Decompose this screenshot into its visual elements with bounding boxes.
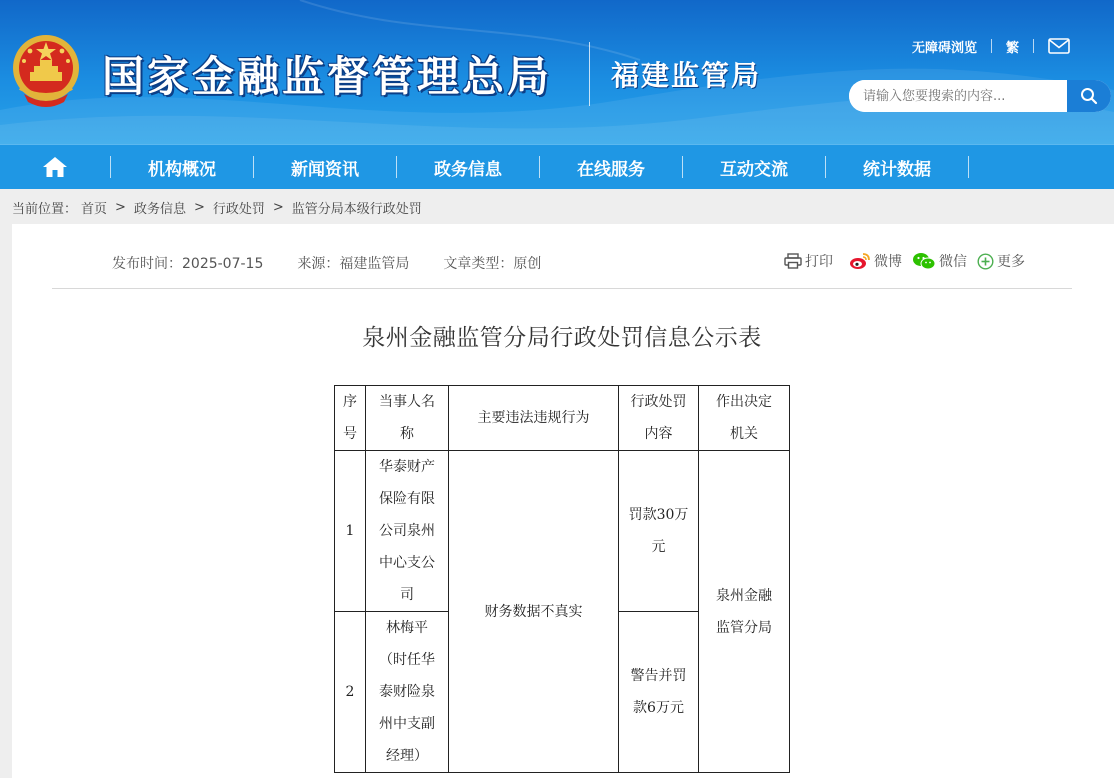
row-penalty <box>619 612 699 773</box>
wechat-icon <box>912 252 936 270</box>
nav-item-news[interactable]: 新闻资讯 <box>291 159 359 180</box>
toplink-divider <box>991 39 992 53</box>
source-value: 福建监管局 <box>339 256 410 272</box>
weibo-share-button[interactable] <box>849 251 902 271</box>
article-content <box>12 224 1114 778</box>
row-party <box>366 612 449 773</box>
header-violation: 主要违法违规行为 <box>449 386 619 451</box>
nav-item-institution[interactable]: 机构概况 <box>148 159 216 180</box>
toplink-divider <box>1033 39 1034 53</box>
source <box>297 253 409 273</box>
table-header-row <box>335 386 790 451</box>
type-label: 文章类型： <box>443 256 514 272</box>
breadcrumb-prefix: 当前位置： <box>12 201 78 217</box>
more-share-button[interactable] <box>977 251 1025 271</box>
row-penalty <box>619 451 699 612</box>
nav-item-interaction[interactable]: 互动交流 <box>720 159 788 180</box>
header-party-line: 称 <box>400 426 414 442</box>
header-no-line: 号 <box>343 426 357 442</box>
source-label: 来源： <box>297 256 340 272</box>
search-icon <box>1080 87 1098 105</box>
top-links <box>912 36 1070 56</box>
penalty-line: 警告并罚 <box>630 668 687 684</box>
print-label: 打印 <box>805 254 833 270</box>
breadcrumb <box>0 189 1114 225</box>
penalty-table <box>334 385 790 773</box>
plus-circle-icon <box>977 253 994 270</box>
article-type <box>443 253 541 273</box>
row-party <box>366 451 449 612</box>
party-line: 公司泉州 <box>379 523 435 539</box>
header-banner <box>0 0 1114 144</box>
accessibility-link[interactable]: 无障碍浏览 <box>912 40 978 56</box>
header-no <box>335 386 366 451</box>
header-authority <box>699 386 790 451</box>
row-no: 2 <box>335 612 366 773</box>
wechat-label: 微信 <box>939 254 967 270</box>
nav-item-statistics[interactable]: 统计数据 <box>863 159 931 180</box>
header-penalty-line: 内容 <box>644 426 673 442</box>
header-authority-line: 机关 <box>730 426 758 442</box>
row-no: 1 <box>335 451 366 612</box>
header-party-line: 当事人名 <box>379 394 435 410</box>
party-line: （时任华 <box>379 652 435 668</box>
row-violation: 财务数据不真实 <box>449 451 619 773</box>
header-penalty <box>619 386 699 451</box>
breadcrumb-penalty[interactable]: 行政处罚 <box>212 201 265 217</box>
branch-title: 福建监管局 <box>611 59 762 92</box>
traditional-chinese-link[interactable]: 繁 <box>1006 40 1020 56</box>
title-divider <box>589 42 590 106</box>
penalty-line: 款6万元 <box>633 700 684 716</box>
party-line: 司 <box>400 587 414 603</box>
mail-icon[interactable] <box>1048 38 1070 54</box>
party-line: 泰财险泉 <box>379 684 435 700</box>
nav-divider <box>968 156 969 178</box>
more-label: 更多 <box>997 254 1025 270</box>
article-meta <box>112 253 541 273</box>
party-line: 州中支副 <box>379 716 435 732</box>
publish-time <box>112 253 263 273</box>
penalty-line: 元 <box>651 539 666 555</box>
weibo-label: 微博 <box>874 254 902 270</box>
party-line: 林梅平 <box>386 620 428 636</box>
main-nav <box>0 144 1114 189</box>
header-authority-line: 作出决定 <box>716 394 772 410</box>
wechat-share-button[interactable] <box>912 251 967 271</box>
search-input[interactable] <box>849 80 1067 112</box>
breadcrumb-separator: > <box>193 199 205 215</box>
weibo-icon <box>849 252 871 270</box>
publish-label: 发布时间： <box>112 256 182 272</box>
row-authority <box>699 451 790 773</box>
header-party <box>366 386 449 451</box>
publish-date: 2025-07-15 <box>182 256 264 272</box>
nav-home[interactable] <box>0 145 110 189</box>
party-line: 保险有限 <box>379 491 435 507</box>
home-icon <box>42 155 68 179</box>
breadcrumb-current[interactable]: 监管分局本级行政处罚 <box>291 201 422 217</box>
search-button[interactable] <box>1067 80 1111 112</box>
breadcrumb-separator: > <box>115 199 126 215</box>
authority-line: 监管分局 <box>716 619 772 636</box>
type-value: 原创 <box>513 256 542 272</box>
party-line: 经理） <box>386 748 428 764</box>
breadcrumb-government-info[interactable]: 政务信息 <box>133 201 186 217</box>
party-line: 中心支公 <box>379 555 435 571</box>
breadcrumb-separator: > <box>272 199 284 215</box>
article-title: 泉州金融监管分局行政处罚信息公示表 <box>362 325 762 351</box>
national-emblem-icon[interactable] <box>10 32 82 108</box>
meta-divider <box>52 288 1072 289</box>
header-no-line: 序 <box>343 394 357 410</box>
search-box <box>849 80 1111 112</box>
header-penalty-line: 行政处罚 <box>630 394 687 410</box>
party-line: 华泰财产 <box>379 459 435 475</box>
authority-line: 泉州金融 <box>716 587 772 604</box>
print-icon <box>784 253 802 269</box>
print-button[interactable] <box>784 251 833 271</box>
site-title: 国家金融监督管理总局 <box>102 52 553 101</box>
breadcrumb-home[interactable]: 首页 <box>81 201 108 217</box>
penalty-line: 罚款30万 <box>628 507 689 523</box>
nav-item-government-info[interactable]: 政务信息 <box>434 159 502 180</box>
table-row <box>335 451 790 612</box>
share-bar <box>784 251 1025 271</box>
nav-item-online-service[interactable]: 在线服务 <box>577 159 645 180</box>
